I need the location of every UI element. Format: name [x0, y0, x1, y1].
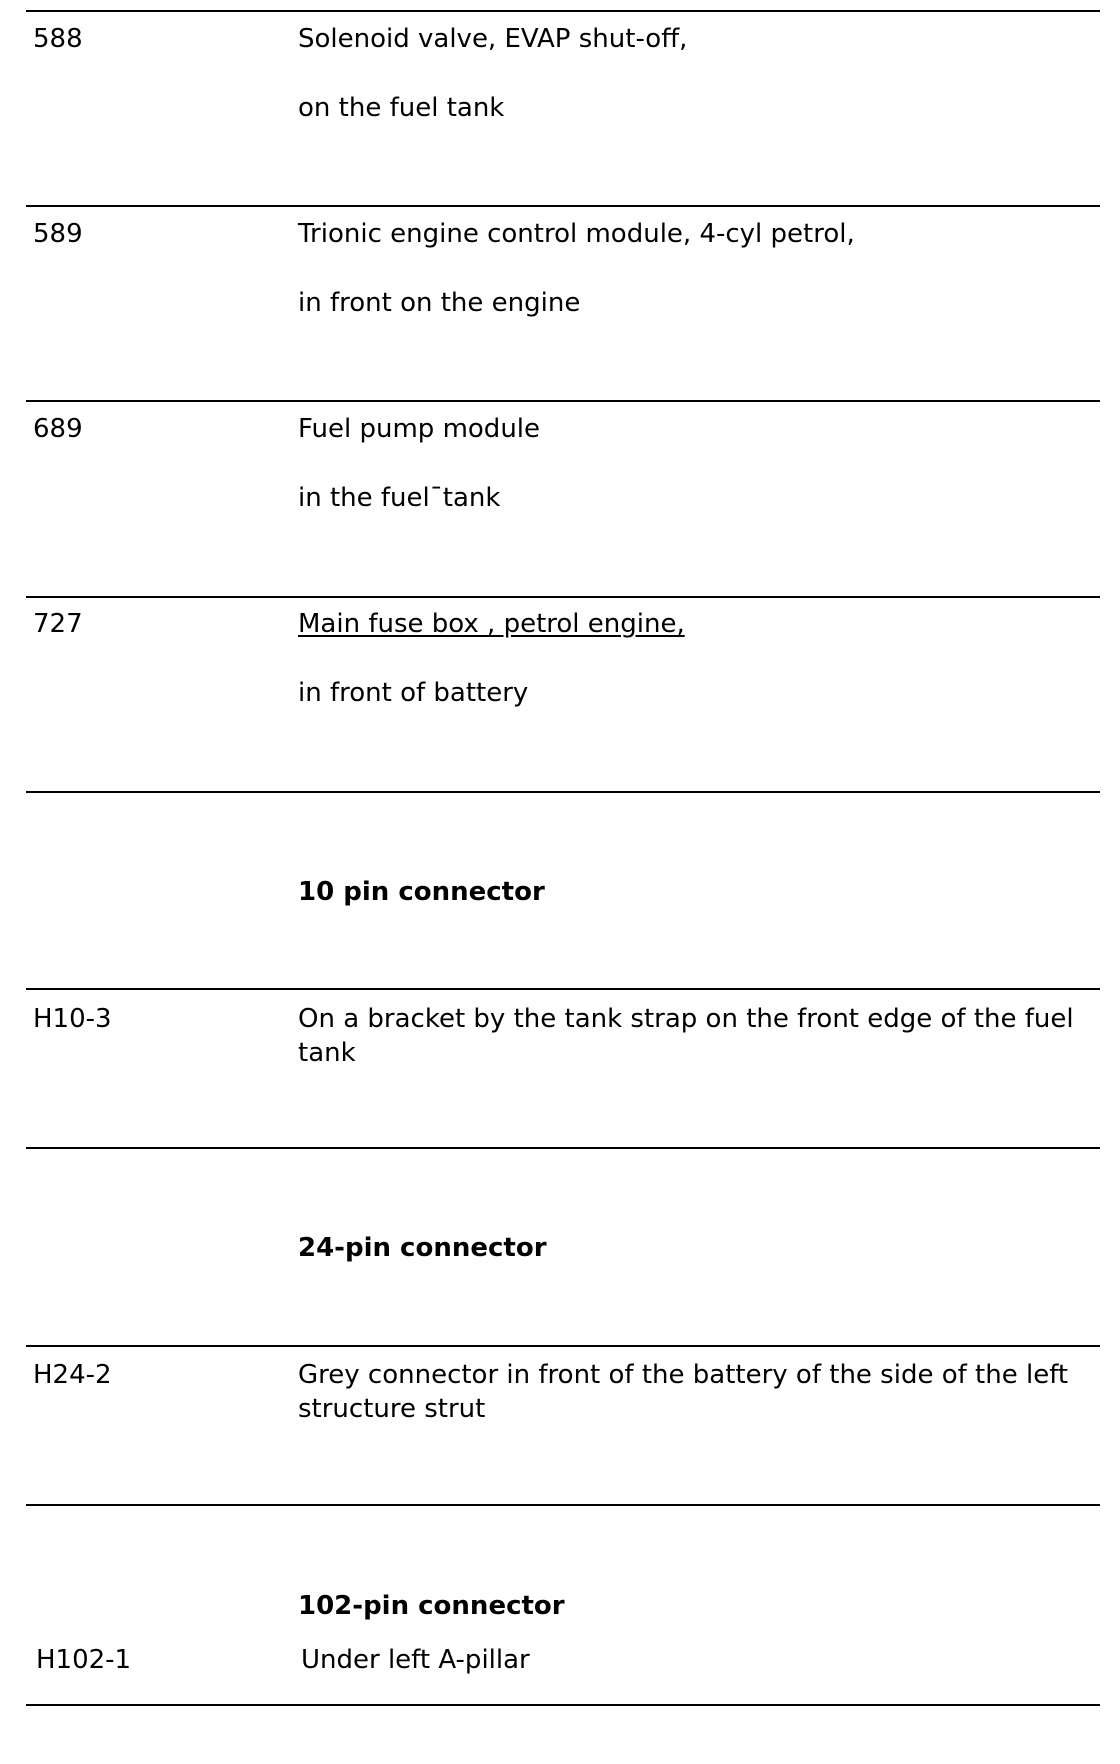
component-name: Main fuse box , petrol engine,	[298, 609, 685, 639]
component-name: Solenoid valve, EVAP shut-off,	[298, 24, 688, 54]
component-code: 589	[33, 219, 83, 249]
component-location: in front of battery	[298, 678, 529, 708]
section-heading: 102-pin connector	[298, 1591, 565, 1621]
row-divider	[26, 1147, 1100, 1149]
component-code: 689	[33, 414, 83, 444]
row-divider	[26, 791, 1100, 793]
row-divider	[26, 988, 1100, 990]
row-divider	[26, 400, 1100, 402]
component-location: in front on the engine	[298, 288, 581, 318]
connector-code: H102-1	[36, 1645, 132, 1675]
component-code: 727	[33, 609, 83, 639]
connector-location: On a bracket by the tank strap on the front edge of the fuel tank	[298, 1004, 1074, 1068]
component-name: Trionic engine control module, 4-cyl petrol,	[298, 219, 855, 249]
row-divider	[26, 205, 1100, 207]
row-divider	[26, 1704, 1100, 1706]
connector-location: Grey connector in front of the battery of the side of the left structure strut	[298, 1360, 1069, 1424]
component-code: 588	[33, 24, 83, 54]
connector-code: H24-2	[33, 1360, 112, 1390]
component-name: Fuel pump module	[298, 414, 541, 444]
connector-location: Under left A-pillar	[301, 1645, 530, 1675]
component-location: in the fuel¯tank	[298, 483, 501, 513]
section-heading: 24-pin connector	[298, 1233, 547, 1263]
section-heading: 10 pin connector	[298, 877, 545, 907]
connector-code: H10-3	[33, 1004, 112, 1034]
row-divider	[26, 10, 1100, 12]
row-divider	[26, 596, 1100, 598]
row-divider	[26, 1504, 1100, 1506]
row-divider	[26, 1345, 1100, 1347]
component-location: on the fuel tank	[298, 93, 505, 123]
